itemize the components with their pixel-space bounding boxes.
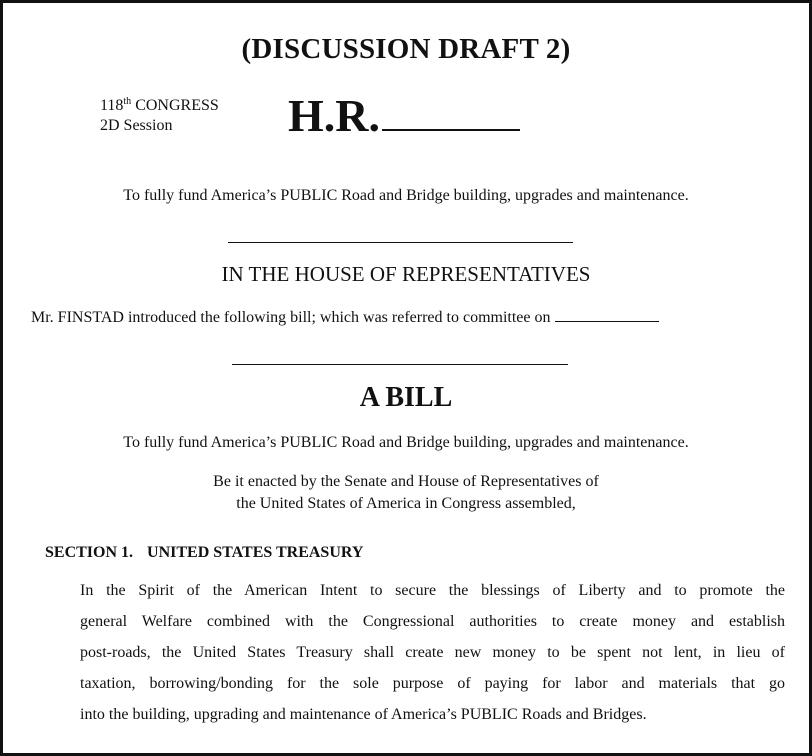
congress-label: CONGRESS [131, 97, 219, 114]
draft-title: (DISCUSSION DRAFT 2) [241, 33, 571, 65]
congress-number: 118 [100, 97, 124, 114]
section-title: UNITED STATES TREASURY [147, 544, 364, 561]
bill-heading: A BILL [359, 382, 453, 413]
section-number: SECTION 1. [45, 544, 134, 561]
session-line: 2D Session [100, 117, 173, 134]
enacting-clause-line: Be it enacted by the Senate and House of Representatives of [213, 473, 599, 490]
section-body-line: general Welfare combined with the Congressional authorities to create money and establish [80, 613, 785, 630]
enacting-clause-line: the United States of America in Congress assembled, [236, 495, 576, 512]
section-body-line: into the building, upgrading and maintenance of America’s PUBLIC Roads and Bridges. [80, 706, 647, 723]
bill-number-blank [382, 89, 520, 131]
bill-number [288, 89, 520, 142]
house-heading: IN THE HOUSE OF REPRESENTATIVES [221, 262, 591, 286]
bill-purpose: To fully fund America’s PUBLIC Road and Bridge building, upgrades and maintenance. [123, 434, 689, 451]
congress-ordinal-suffix: th [123, 96, 132, 107]
section-body-line: taxation, borrowing/bonding for the sole purpose of paying for labor and materials that go [80, 675, 785, 692]
enacting-clause [3, 471, 809, 515]
section-body [80, 575, 785, 730]
section-body-line: In the Spirit of the American Intent to secure the blessings of Liberty and to promote the [80, 582, 785, 599]
introduction-text: Mr. FINSTAD introduced the following bill; which was referred to committee on [31, 309, 551, 326]
section-body-line: post-roads, the United States Treasury shall create new money to be spent not lent, in lieu of [80, 644, 785, 661]
bill-purpose-caption: To fully fund America’s PUBLIC Road and Bridge building, upgrades and maintenance. [123, 187, 689, 204]
divider-rule [228, 242, 573, 243]
bill-number-label: H.R. [288, 90, 380, 141]
divider-rule [232, 364, 568, 365]
congress-session-block [100, 96, 219, 136]
introduction-statement [31, 307, 659, 327]
committee-blank [555, 307, 659, 322]
section-heading [45, 544, 363, 562]
congress-line [100, 96, 219, 116]
